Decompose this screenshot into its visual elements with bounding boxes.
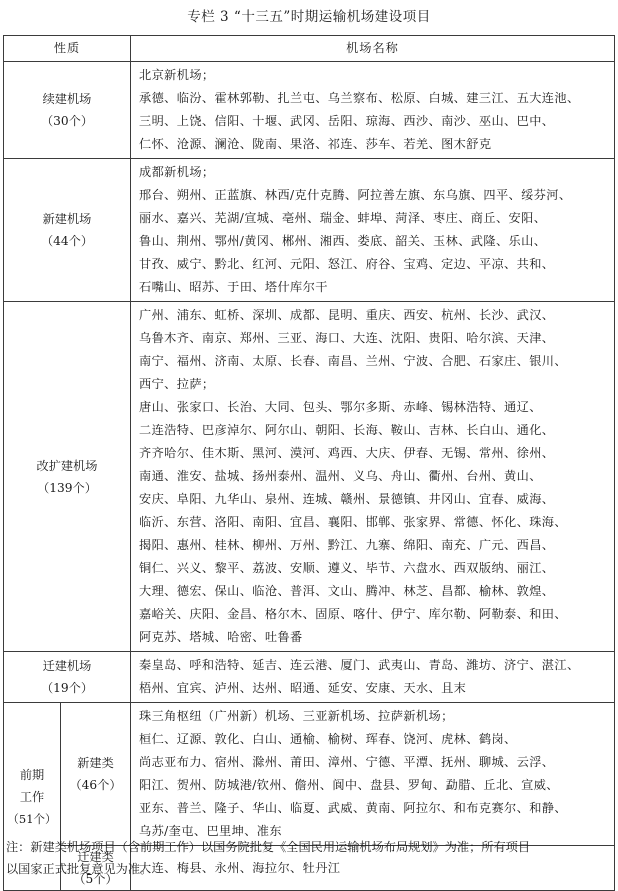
category-label-line1: 前期 [19,767,45,782]
name-line: 大理、德宏、保山、临沧、普洱、文山、腾冲、林芝、昌都、榆林、敦煌、 [139,584,555,598]
subcategory-count: （5个） [73,872,118,886]
name-line: 揭阳、惠州、桂林、柳州、万州、黔江、九寨、绵阳、南充、广元、西昌、 [139,538,555,552]
name-line: 石嘴山、昭苏、于田、塔什库尔干 [139,280,328,294]
name-line: 临沂、东营、洛阳、南阳、宜昌、襄阳、邯郸、张家界、常德、怀化、珠海、 [139,515,567,529]
subcategory-count: （46个） [69,778,122,792]
name-line: 乌苏/奎屯、巴里坤、准东 [139,824,282,838]
name-line: 安庆、阜阳、九华山、泉州、连城、赣州、景德镇、井冈山、宜春、威海、 [139,492,555,506]
names-cell [131,159,615,302]
name-line: 秦皇岛、呼和浩特、延吉、连云港、厦门、武夷山、青岛、潍坊、济宁、湛江、 [139,658,580,672]
name-line: 阳江、贺州、防城港/钦州、儋州、阆中、盘县、罗甸、勐腊、丘北、宣威、 [139,778,559,792]
name-line: 鲁山、荆州、鄂州/黄冈、郴州、湘西、娄底、韶关、玉林、武隆、乐山、 [139,234,547,248]
category-label: 改扩建机场 [36,458,98,473]
names-cell [131,302,615,652]
category-relocate [4,652,131,703]
header-nature: 性质 [4,36,131,62]
subcategory-newbuild [61,703,131,846]
category-count: （19个） [40,681,94,695]
category-count: （139个） [37,480,97,495]
names-cell [131,703,615,846]
name-line: 广州、浦东、虹桥、深圳、成都、昆明、重庆、西安、杭州、长沙、武汉、 [139,308,555,322]
name-line: 尚志亚布力、宿州、滁州、莆田、漳州、宁德、平潭、抚州、聊城、云浮、 [139,755,555,769]
category-count: （30个） [40,114,94,128]
name-line: 邢台、朔州、正蓝旗、林西/克什克腾、阿拉善左旗、东乌旗、四平、绥芬河、 [139,188,572,202]
category-count: （44个） [40,234,94,248]
name-line: 二连浩特、巴彦淖尔、阿尔山、朝阳、长海、鞍山、吉林、长白山、通化、 [139,423,555,437]
airport-projects-table [3,35,615,891]
name-line: 南宁、福州、济南、太原、长春、南昌、兰州、宁波、合肥、石家庄、银川、 [139,354,567,368]
row-expand [4,302,615,652]
name-line: 成都新机场； [139,165,215,179]
category-label: 续建机场 [42,92,92,106]
row-relocate [4,652,615,703]
name-line: 三明、上饶、信阳、十堰、武冈、岳阳、琼海、西沙、南沙、巫山、巴中、 [139,114,555,128]
category-newbuild [4,159,131,302]
row-prework-newbuild [4,703,615,846]
category-continued [4,62,131,159]
names-cell [131,652,615,703]
name-line: 甘孜、威宁、黔北、红河、元阳、怒江、府谷、宝鸡、定边、平凉、共和、 [139,257,555,271]
name-line: 北京新机场； [139,68,215,82]
name-line: 齐齐哈尔、佳木斯、黑河、漠河、鸡西、大庆、伊春、无锡、常州、徐州、 [139,446,555,460]
header-airport-name: 机场名称 [131,36,615,62]
category-label-line2: 工作 [19,789,45,804]
page-title: 专栏 3 “十三五”时期运输机场建设项目 [187,9,431,25]
name-line: 唐山、张家口、长治、大同、包头、鄂尔多斯、赤峰、锡林浩特、通辽、 [139,400,542,414]
row-newbuild [4,159,615,302]
category-count: （51个） [7,811,57,826]
name-line: 西宁、拉萨； [139,377,215,391]
subcategory-label: 新建类 [77,756,114,770]
name-line: 桓仁、辽源、敦化、白山、通榆、榆树、珲春、饶河、虎林、鹤岗、 [139,732,517,746]
footnote-line: 注：新建类机场项目（含前期工作）以国务院批复《全国民用运输机场布局规划》为准；所有项目 [6,840,531,854]
category-label: 新建机场 [42,212,92,226]
category-expand [4,302,131,652]
name-line: 丽水、嘉兴、芜湖/宣城、亳州、瑞金、蚌埠、菏泽、枣庄、商丘、安阳、 [139,211,547,225]
name-line: 仁怀、沧源、澜沧、陇南、果洛、祁连、莎车、若羌、图木舒克 [139,137,492,151]
name-line: 梧州、宜宾、泸州、达州、昭通、延安、安康、天水、且末 [139,681,467,695]
name-line: 阿克苏、塔城、哈密、吐鲁番 [139,630,303,644]
category-label: 迁建机场 [42,659,92,673]
name-line: 铜仁、兴义、黎平、荔波、安顺、遵义、毕节、六盘水、西双版纳、丽江、 [139,561,555,575]
row-continued [4,62,615,159]
subcategory-label: 迁建类 [77,850,114,864]
footnote-line: 以国家正式批复意见为准。 [6,862,153,876]
footnote [3,836,614,880]
name-line: 乌鲁木齐、南京、郑州、三亚、海口、大连、沈阳、贵阳、哈尔滨、天津、 [139,331,555,345]
name-line: 承德、临汾、霍林郭勒、扎兰屯、乌兰察布、松原、白城、建三江、五大连池、 [139,91,580,105]
name-line: 亚东、普兰、隆子、华山、临夏、武威、黄南、阿拉尔、和布克赛尔、和静、 [139,801,567,815]
name-line: 嘉峪关、庆阳、金昌、格尔木、固原、喀什、伊宁、库尔勒、阿勒泰、和田、 [139,607,567,621]
name-line: 珠三角枢纽（广州新）机场、三亚新机场、拉萨新机场； [139,709,454,723]
name-line: 大连、梅县、永州、海拉尔、牡丹江 [139,860,341,875]
table-header-row [4,36,615,62]
names-cell [131,62,615,159]
name-line: 南通、淮安、盐城、扬州泰州、温州、义乌、舟山、衢州、台州、黄山、 [139,469,542,483]
